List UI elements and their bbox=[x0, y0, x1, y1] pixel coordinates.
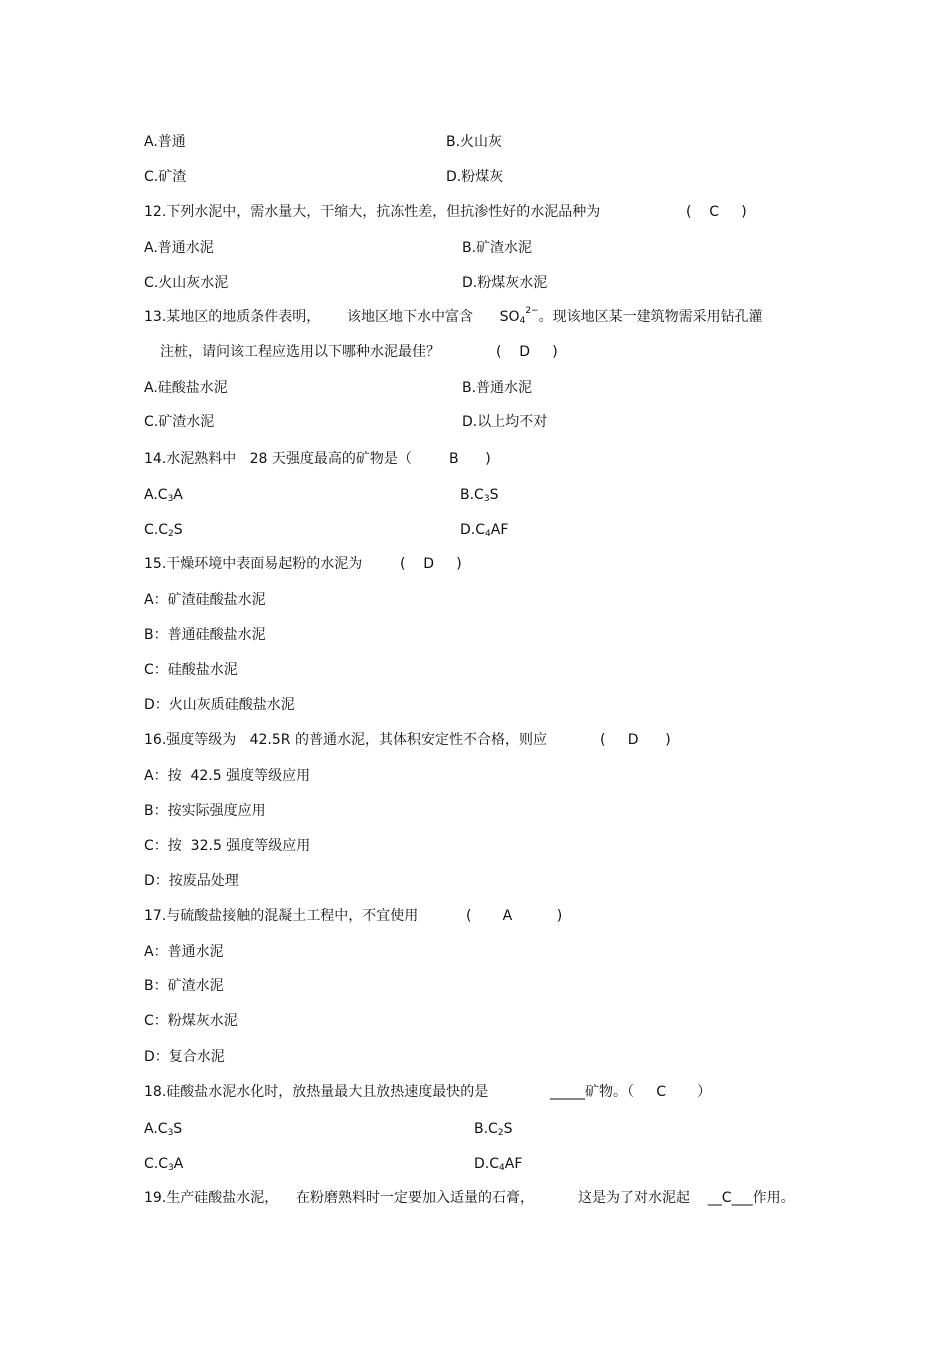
q18-option-d-text: D.C bbox=[474, 1156, 500, 1172]
q14-option-a bbox=[144, 486, 183, 504]
q14-option-b-suffix: S bbox=[489, 487, 499, 503]
q18-option-d-suffix: AF bbox=[504, 1156, 523, 1172]
q14-option-c-subscript: 2 bbox=[168, 529, 174, 539]
q17-option-b: B：矿渣水泥 bbox=[144, 978, 224, 994]
q19-stem-part2: 在粉磨熟料时一定要加入适量的石膏， bbox=[296, 1190, 534, 1206]
q16-option-a: A：按 42.5 强度等级应用 bbox=[144, 768, 311, 784]
q18-option-b-suffix: S bbox=[503, 1121, 513, 1137]
q14-option-c bbox=[144, 521, 183, 539]
q14-option-c-suffix: S bbox=[173, 522, 183, 538]
q18-option-b bbox=[474, 1120, 512, 1138]
q17-option-a: A：普通水泥 bbox=[144, 944, 224, 960]
q19-stem-part3: 这是为了对水泥起 __C___作用。 bbox=[578, 1190, 795, 1206]
q12-stem: 12.下列水泥中，需水量大，干缩大，抗冻性差，但抗渗性好的水泥品种为 bbox=[144, 204, 601, 220]
q14-option-a-suffix: A bbox=[173, 487, 183, 503]
q12-option-b: B.矿渣水泥 bbox=[462, 240, 533, 256]
q13-stem bbox=[144, 308, 763, 326]
q14-option-d-suffix: AF bbox=[490, 522, 509, 538]
q19-stem-part1: 19.生产硅酸盐水泥， bbox=[144, 1190, 279, 1206]
q18-stem: 18.硅酸盐水泥水化时，放热量最大且放热速度最快的是 bbox=[144, 1084, 489, 1100]
q18-option-b-text: B.C bbox=[474, 1121, 498, 1137]
q13-sulfate-subscript: 4 bbox=[519, 316, 526, 326]
q18-option-c bbox=[144, 1155, 183, 1173]
q11-option-a: A.普通 bbox=[144, 134, 186, 150]
q16-option-c: C：按 32.5 强度等级应用 bbox=[144, 838, 311, 854]
q13-option-c: C.矿渣水泥 bbox=[144, 414, 215, 430]
q18-option-d-subscript: 4 bbox=[499, 1163, 505, 1173]
q18-option-a-suffix: S bbox=[173, 1121, 183, 1137]
q18-option-c-suffix: A bbox=[173, 1156, 184, 1172]
q14-option-c-text: C.C bbox=[144, 522, 169, 538]
q17-stem: 17.与硫酸盐接触的混凝土工程中，不宜使用 bbox=[144, 908, 419, 924]
q16-option-b: B：按实际强度应用 bbox=[144, 803, 266, 819]
q15-option-d: D：火山灰质硅酸盐水泥 bbox=[144, 697, 295, 713]
q14-option-a-subscript: 3 bbox=[167, 494, 174, 504]
q11-option-b: B.火山灰 bbox=[446, 134, 503, 150]
q17-answer: ( A ) bbox=[466, 908, 563, 924]
q14-option-a-text: A.C bbox=[144, 487, 168, 503]
q18-option-d bbox=[474, 1155, 522, 1173]
q14-option-b bbox=[460, 486, 498, 504]
q16-stem: 16.强度等级为 42.5R 的普通水泥，其体积安定性不合格，则应 bbox=[144, 732, 547, 748]
q14-option-d bbox=[460, 521, 508, 539]
q17-option-c: C：粉煤灰水泥 bbox=[144, 1013, 238, 1029]
q15-answer: ( D ) bbox=[400, 556, 462, 572]
q14-option-d-text: D.C bbox=[460, 522, 486, 538]
q13-sulfate-superscript: 2− bbox=[525, 306, 539, 316]
q13-stem-start: 13.某地区的地质条件表明， 该地区地下水中富含 SO bbox=[144, 309, 520, 325]
q14-option-b-text: B.C bbox=[460, 487, 484, 503]
q12-option-d: D.粉煤灰水泥 bbox=[462, 275, 548, 291]
q15-stem: 15.干燥环境中表面易起粉的水泥为 bbox=[144, 556, 363, 572]
q18-option-c-subscript: 3 bbox=[168, 1163, 174, 1173]
q18-option-a-subscript: 3 bbox=[167, 1128, 174, 1138]
q13-option-a: A.硅酸盐水泥 bbox=[144, 380, 228, 396]
q15-option-b: B：普通硅酸盐水泥 bbox=[144, 627, 266, 643]
q14-answer: B ) bbox=[449, 451, 491, 467]
q13-option-b: B.普通水泥 bbox=[462, 380, 533, 396]
q13-stem-end: 。现该地区某一建筑物需采用钻孔灌 bbox=[538, 309, 763, 325]
q18-option-a-text: A.C bbox=[144, 1121, 168, 1137]
q11-option-d: D.粉煤灰 bbox=[446, 169, 504, 185]
q12-option-c: C.火山灰水泥 bbox=[144, 275, 229, 291]
q16-option-d: D：按废品处理 bbox=[144, 873, 239, 889]
q14-option-b-subscript: 3 bbox=[483, 494, 490, 504]
q18-blank-answer: _____矿物。（ C ） bbox=[550, 1084, 712, 1100]
q14-option-d-subscript: 4 bbox=[485, 529, 491, 539]
q11-option-c: C.矿渣 bbox=[144, 169, 187, 185]
q15-option-c: C：硅酸盐水泥 bbox=[144, 662, 238, 678]
q18-option-a bbox=[144, 1120, 182, 1138]
q12-option-a: A.普通水泥 bbox=[144, 240, 214, 256]
q12-answer: ( C ) bbox=[686, 204, 747, 220]
q18-option-b-subscript: 2 bbox=[497, 1128, 504, 1138]
q18-option-c-text: C.C bbox=[144, 1156, 169, 1172]
q14-stem: 14.水泥熟料中 28 天强度最高的矿物是（ bbox=[144, 451, 412, 467]
q16-answer: ( D ) bbox=[600, 732, 671, 748]
q13-option-d: D.以上均不对 bbox=[462, 414, 548, 430]
q17-option-d: D：复合水泥 bbox=[144, 1049, 225, 1065]
q15-option-a: A：矿渣硅酸盐水泥 bbox=[144, 592, 266, 608]
q13-answer: ( D ) bbox=[496, 344, 558, 360]
q13-stem-line2: 注桩，请问该工程应选用以下哪种水泥最佳？ bbox=[160, 344, 440, 360]
